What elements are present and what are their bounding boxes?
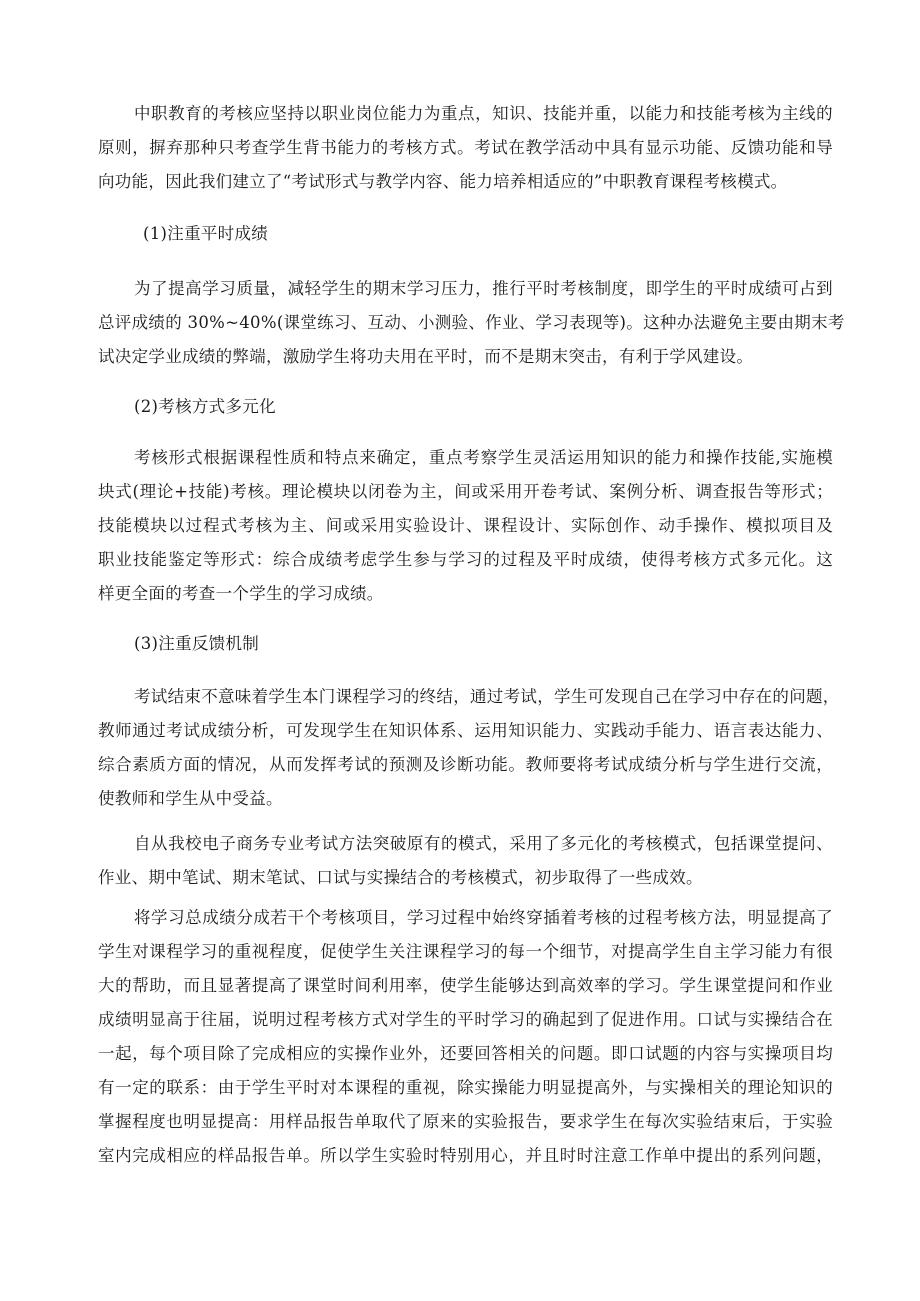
- section-heading-3: (3)注重反馈机制: [134, 634, 260, 653]
- paragraph-line: 有一定的联系：由于学生平时对本课程的重视，除实操能力明显提高外，与实操相关的理论知识的: [98, 1078, 833, 1097]
- paragraph-line: 试决定学业成绩的弊端，激励学生将功夫用在平时，而不是期末突击，有利于学风建设。: [98, 347, 754, 366]
- paragraph-feedback: [98, 680, 840, 816]
- paragraph-line: 为了提高学习质量，减轻学生的期末学习压力，推行平时考核制度，即学生的平时成绩可占到: [134, 279, 833, 298]
- paragraph-line: 学生对课程学习的重视程度，促使学生关注课程学习的每一个细节，对提高学生自主学习能力有很: [98, 942, 833, 961]
- paragraph-line: 使教师和学生从中受益。: [98, 789, 283, 808]
- paragraph-line: 教师通过考试成绩分析，可发现学生在知识体系、运用知识能力、实践动手能力、语言表达能力、: [98, 721, 833, 740]
- section-heading-1: (1)注重平时成绩: [143, 224, 269, 243]
- paragraph-diversified-assessment: [98, 441, 833, 611]
- paragraph-line: 职业技能鉴定等形式：综合成绩考虑学生参与学习的过程及平时成绩，使得考核方式多元化。这: [98, 550, 833, 569]
- paragraph-line: 块式(理论+技能)考核。理论模块以闭卷为主，间或采用开卷考试、案例分析、调查报告等形式；: [98, 482, 833, 501]
- paragraph-intro: [98, 97, 833, 199]
- paragraph-regular-grades: [98, 272, 845, 374]
- paragraph-line: 考试结束不意味着学生本门课程学习的终结，通过考试，学生可发现自己在学习中存在的问题，: [134, 687, 840, 706]
- paragraph-line: 自从我校电子商务专业考试方法突破原有的模式，采用了多元化的考核模式，包括课堂提问、: [134, 834, 833, 853]
- paragraph-line: 考核形式根据课程性质和特点来确定，重点考察学生灵活运用知识的能力和操作技能,实施模: [134, 448, 833, 467]
- paragraph-ecommerce-reform: [98, 827, 833, 895]
- paragraph-line: 将学习总成绩分成若干个考核项目，学习过程中始终穿插着考核的过程考核方法，明显提高了: [134, 908, 833, 927]
- paragraph-line: 技能模块以过程式考核为主、间或采用实验设计、课程设计、实际创作、动手操作、模拟项目及: [98, 516, 833, 535]
- paragraph-line: 一起，每个项目除了完成相应的实操作业外，还要回答相关的问题。即口试题的内容与实操项目均: [98, 1044, 833, 1063]
- paragraph-line: 掌握程度也明显提高：用样品报告单取代了原来的实验报告，要求学生在每次实验结束后，于实验: [98, 1112, 833, 1131]
- paragraph-line: 作业、期中笔试、期末笔试、口试与实操结合的考核模式，初步取得了一些成效。: [98, 868, 703, 887]
- section-heading-2: (2)考核方式多元化: [134, 397, 276, 416]
- paragraph-line: 样更全面的考查一个学生的学习成绩。: [98, 584, 384, 603]
- paragraph-line: 向功能，因此我们建立了“考试形式与教学内容、能力培养相适应的”中职教育课程考核模式。: [98, 172, 788, 191]
- paragraph-line: 中职教育的考核应坚持以职业岗位能力为重点，知识、技能并重，以能力和技能考核为主线的: [134, 104, 833, 123]
- paragraph-line: 大的帮助，而且显著提高了课堂时间利用率，使学生能够达到高效率的学习。学生课堂提问和作业: [98, 976, 833, 995]
- paragraph-process-assessment: [98, 901, 833, 1173]
- paragraph-line: 总评成绩的 30%~40%(课堂练习、互动、小测验、作业、学习表现等)。这种办法避免主要由期末考: [98, 313, 845, 332]
- paragraph-line: 原则，摒弃那种只考查学生背书能力的考核方式。考试在教学活动中具有显示功能、反馈功能和导: [98, 138, 833, 157]
- paragraph-line: 综合素质方面的情况，从而发挥考试的预测及诊断功能。教师要将考试成绩分析与学生进行交流，: [98, 755, 833, 774]
- paragraph-line: 室内完成相应的样品报告单。所以学生实验时特别用心，并且时时注意工作单中提出的系列问题，: [98, 1146, 833, 1165]
- paragraph-line: 成绩明显高于往届，说明过程考核方式对学生的平时学习的确起到了促进作用。口试与实操结合在: [98, 1010, 833, 1029]
